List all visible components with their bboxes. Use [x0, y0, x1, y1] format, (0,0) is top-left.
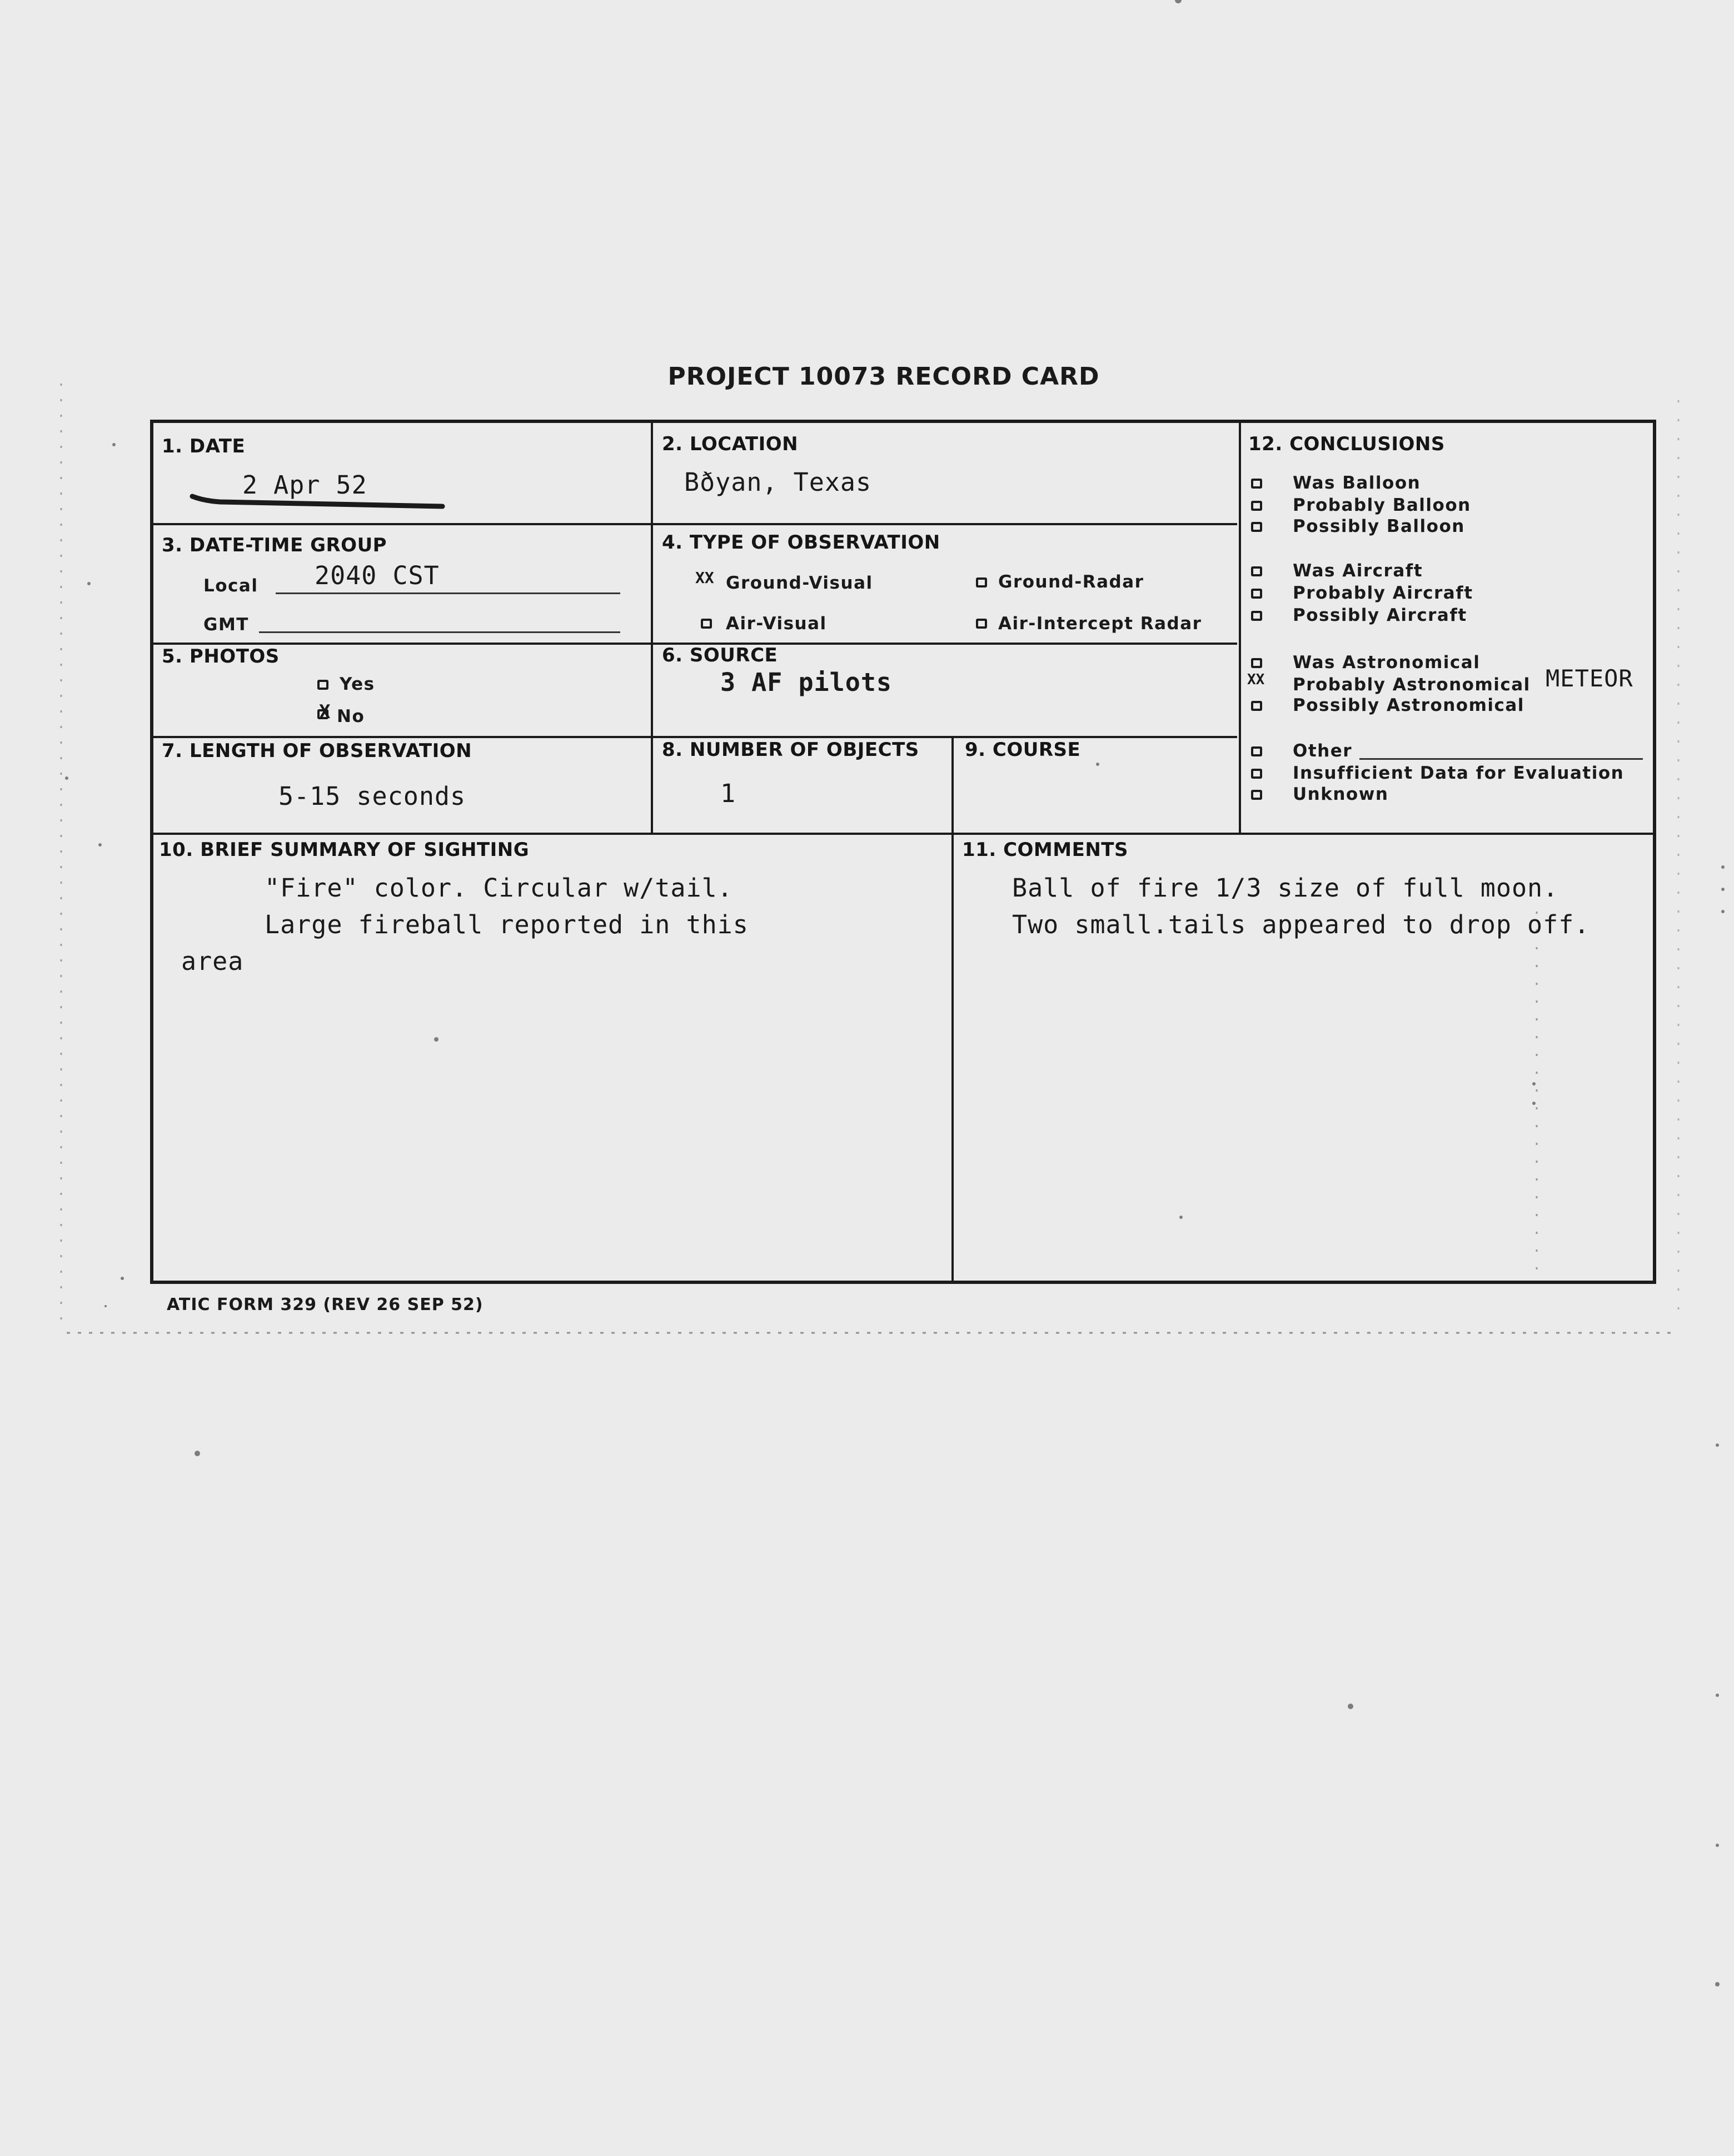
possibly-astronomical-checkbox[interactable] [1251, 701, 1262, 711]
possibly-astronomical-option[interactable]: Possibly Astronomical [1293, 695, 1524, 715]
ground-visual-option[interactable]: Ground-Visual [726, 573, 873, 593]
comments-line-1: Ball of fire 1/3 size of full moon. [1012, 873, 1559, 903]
unknown-checkbox[interactable] [1251, 790, 1262, 800]
location-label: 2. LOCATION [662, 433, 799, 455]
card-title: PROJECT 10073 RECORD CARD [667, 362, 1100, 391]
summary-line-1: "Fire" color. Circular w/tail. [265, 873, 733, 903]
was-balloon-checkbox[interactable] [1251, 479, 1262, 489]
record-card [150, 420, 1656, 1284]
other-option[interactable]: Other [1293, 741, 1353, 761]
photos-no-check-mark: X [319, 701, 331, 723]
summary-label: 10. BRIEF SUMMARY OF SIGHTING [159, 839, 530, 861]
probably-balloon-checkbox[interactable] [1251, 501, 1262, 511]
photos-no-option[interactable]: No [337, 706, 365, 726]
summary-line-2: Large fireball reported in this [265, 910, 749, 939]
local-underline [276, 592, 620, 594]
conclusions-label: 12. CONCLUSIONS [1248, 433, 1445, 455]
date-value: 2 Apr 52 [242, 470, 367, 500]
photos-label: 5. PHOTOS [162, 645, 280, 668]
form-number: ATIC FORM 329 (REV 26 SEP 52) [167, 1295, 484, 1314]
course-label: 9. COURSE [965, 739, 1081, 761]
possibly-balloon-checkbox[interactable] [1251, 522, 1262, 532]
possibly-balloon-option[interactable]: Possibly Balloon [1293, 516, 1465, 536]
comments-line-2: Two small.tails appeared to drop off. [1012, 910, 1590, 939]
was-aircraft-checkbox[interactable] [1251, 566, 1262, 576]
ground-radar-option[interactable]: Ground-Radar [998, 572, 1144, 592]
number-of-objects-value: 1 [720, 779, 736, 808]
gmt-label: GMT [203, 615, 249, 635]
insufficient-data-checkbox[interactable] [1251, 769, 1262, 779]
other-underline [1359, 758, 1643, 760]
was-balloon-option[interactable]: Was Balloon [1293, 473, 1421, 493]
probably-balloon-option[interactable]: Probably Balloon [1293, 495, 1471, 515]
probably-astronomical-check-mark: XX [1247, 671, 1265, 688]
other-checkbox[interactable] [1251, 746, 1262, 756]
divider [153, 523, 1237, 525]
air-intercept-radar-option[interactable]: Air-Intercept Radar [998, 614, 1202, 634]
unknown-option[interactable]: Unknown [1293, 784, 1389, 804]
length-of-observation-value: 5-15 seconds [278, 781, 466, 811]
probably-aircraft-checkbox[interactable] [1251, 589, 1262, 599]
source-label: 6. SOURCE [662, 644, 778, 666]
air-intercept-radar-checkbox[interactable] [976, 619, 987, 629]
probably-aircraft-option[interactable]: Probably Aircraft [1293, 583, 1473, 603]
ground-visual-check-mark: XX [695, 569, 714, 587]
insufficient-data-option[interactable]: Insufficient Data for Evaluation [1293, 763, 1625, 783]
local-value: 2040 CST [315, 561, 440, 590]
was-astronomical-checkbox[interactable] [1251, 658, 1262, 668]
type-of-observation-label: 4. TYPE OF OBSERVATION [662, 531, 940, 554]
meteor-annotation: METEOR [1546, 665, 1633, 692]
ground-radar-checkbox[interactable] [976, 577, 987, 587]
photos-yes-checkbox[interactable] [317, 680, 328, 690]
was-aircraft-option[interactable]: Was Aircraft [1293, 561, 1423, 581]
possibly-aircraft-checkbox[interactable] [1251, 611, 1262, 621]
divider [951, 737, 954, 1282]
comments-label: 11. COMMENTS [962, 839, 1128, 861]
divider [153, 736, 1237, 738]
air-visual-checkbox[interactable] [701, 619, 712, 629]
date-label: 1. DATE [162, 435, 246, 457]
length-of-observation-label: 7. LENGTH OF OBSERVATION [162, 740, 472, 762]
date-time-group-label: 3. DATE-TIME GROUP [162, 534, 387, 556]
divider [153, 833, 1653, 835]
location-value: Bðyan, Texas [684, 467, 872, 497]
was-astronomical-option[interactable]: Was Astronomical [1293, 653, 1481, 673]
air-visual-option[interactable]: Air-Visual [726, 614, 827, 634]
summary-line-3: area [181, 947, 244, 976]
photos-yes-option[interactable]: Yes [340, 674, 375, 694]
gmt-underline [259, 631, 620, 633]
date-underline-stroke [187, 484, 454, 512]
probably-astronomical-option[interactable]: Probably Astronomical [1293, 675, 1531, 695]
source-value: 3 AF pilots [720, 668, 893, 697]
number-of-objects-label: 8. NUMBER OF OBJECTS [662, 739, 919, 761]
divider [1239, 423, 1241, 833]
possibly-aircraft-option[interactable]: Possibly Aircraft [1293, 605, 1467, 625]
local-label: Local [203, 576, 258, 596]
divider [651, 423, 653, 833]
